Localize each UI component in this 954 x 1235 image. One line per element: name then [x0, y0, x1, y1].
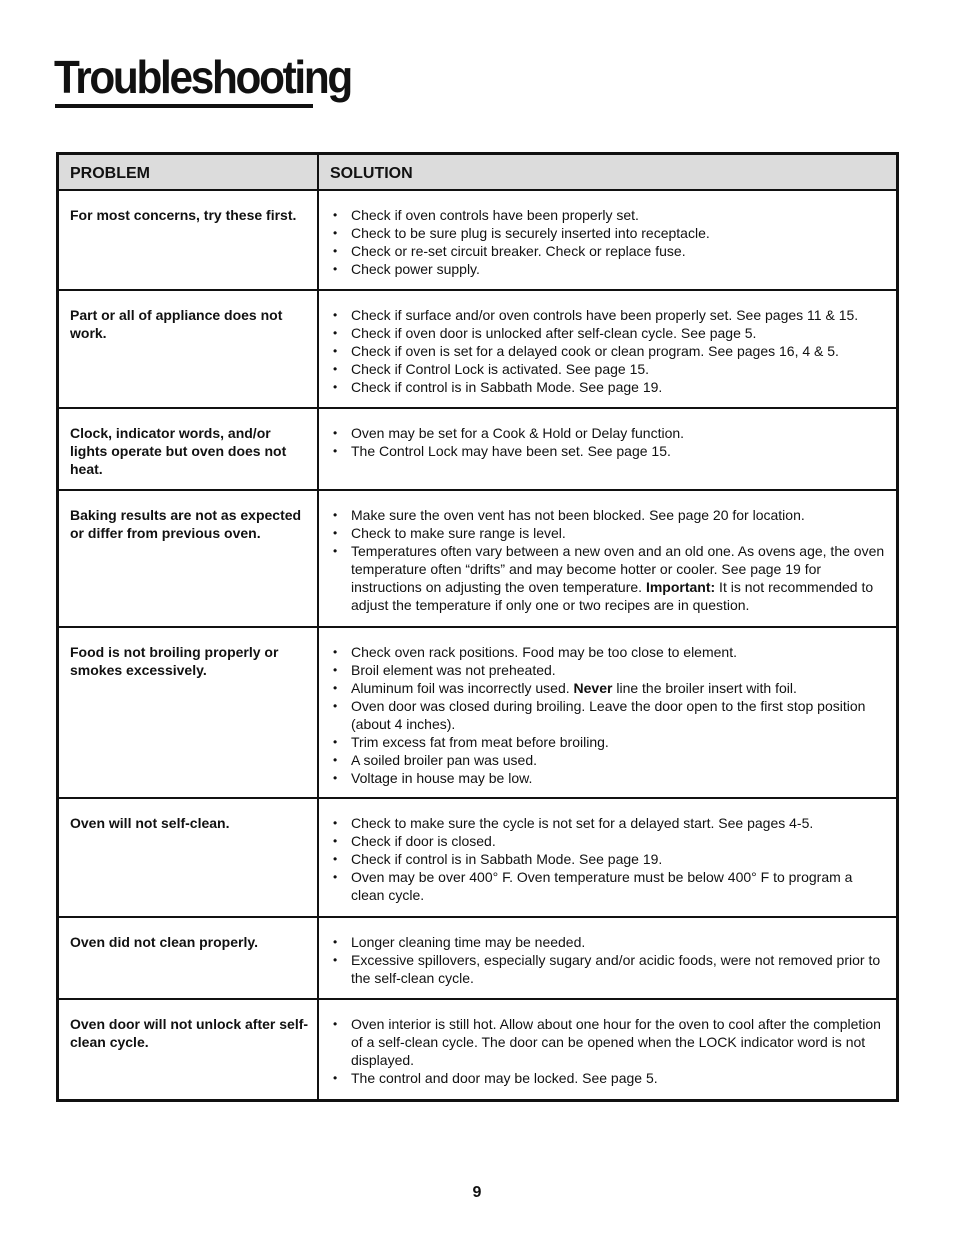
problem-cell: Oven door will not unlock after self-clean cycle.	[59, 1000, 319, 1099]
solution-item: • Check if control is in Sabbath Mode. See page 19.	[331, 378, 888, 396]
solution-item: • Check if surface and/or oven controls have been properly set. See pages 11 & 15.	[331, 306, 888, 324]
solution-list	[331, 933, 888, 987]
table-row	[59, 191, 896, 291]
solution-item: • Check if oven controls have been properly set.	[331, 206, 888, 224]
solution-item: • Check to make sure the cycle is not set for a delayed start. See pages 4-5.	[331, 814, 888, 832]
solution-item: • Excessive spillovers, especially sugary and/or acidic foods, were not removed prior to the self-clean cycle.	[331, 951, 888, 987]
problem-cell: Part or all of appliance does not work.	[59, 291, 319, 407]
solution-list	[331, 814, 888, 904]
solution-item: • Check if oven door is unlocked after self-clean cycle. See page 5.	[331, 324, 888, 342]
solution-item: • Check if door is closed.	[331, 832, 888, 850]
solution-cell	[319, 291, 896, 407]
problem-cell: Clock, indicator words, and/or lights operate but oven does not heat.	[59, 409, 319, 489]
solution-item: • Check if Control Lock is activated. See page 15.	[331, 360, 888, 378]
title-underline	[55, 104, 313, 108]
problem-cell: Oven will not self-clean.	[59, 799, 319, 916]
solution-cell	[319, 799, 896, 916]
solution-cell	[319, 409, 896, 489]
solution-item: • Oven door was closed during broiling. Leave the door open to the first stop position (about 4 inches).	[331, 697, 888, 733]
solution-list	[331, 424, 888, 460]
solution-item: • Broil element was not preheated.	[331, 661, 888, 679]
table-row	[59, 409, 896, 491]
solution-list	[331, 643, 888, 787]
header-solution: SOLUTION	[330, 165, 413, 182]
table-header	[59, 155, 896, 191]
solution-item: • Check if oven is set for a delayed cook or clean program. See pages 16, 4 & 5.	[331, 342, 888, 360]
emphasis-text: Never	[573, 680, 613, 696]
solution-item: • Check power supply.	[331, 260, 888, 278]
solution-item: • Check or re-set circuit breaker. Check or replace fuse.	[331, 242, 888, 260]
solution-list	[331, 1015, 888, 1087]
solution-item: • Temperatures often vary between a new oven and an old one. As ovens age, the oven temperature often “drifts” and may become hotter or cooler. See page 19 for instructions on adjusting the oven temperature. Important: It is not recommended to adjust the temperature if only one or two recipes are in question.	[331, 542, 888, 614]
solution-cell	[319, 628, 896, 797]
solution-item: • Aluminum foil was incorrectly used. Never line the broiler insert with foil.	[331, 679, 888, 697]
solution-list	[331, 506, 888, 614]
page-number: 9	[472, 1184, 482, 1201]
solution-item: • Check if control is in Sabbath Mode. See page 19.	[331, 850, 888, 868]
solution-item: • Voltage in house may be low.	[331, 769, 888, 787]
header-problem: PROBLEM	[59, 155, 319, 189]
solution-cell	[319, 191, 896, 289]
solution-item: • The Control Lock may have been set. See page 15.	[331, 442, 888, 460]
solution-item: • The control and door may be locked. See page 5.	[331, 1069, 888, 1087]
page-title: Troubleshooting	[54, 51, 351, 103]
table-row	[59, 628, 896, 799]
solution-item: • Trim excess fat from meat before broiling.	[331, 733, 888, 751]
problem-cell: Food is not broiling properly or smokes excessively.	[59, 628, 319, 797]
solution-item: • A soiled broiler pan was used.	[331, 751, 888, 769]
solution-item: • Oven may be over 400° F. Oven temperature must be below 400° F to program a clean cycle.	[331, 868, 888, 904]
solution-cell	[319, 918, 896, 998]
solution-item: • Oven interior is still hot. Allow about one hour for the oven to cool after the completion of a self-clean cycle. The door can be opened when the LOCK indicator word is not displayed.	[331, 1015, 888, 1069]
solution-item: • Make sure the oven vent has not been blocked. See page 20 for location.	[331, 506, 888, 524]
solution-item: • Check to make sure range is level.	[331, 524, 888, 542]
solution-item: • Check to be sure plug is securely inserted into receptacle.	[331, 224, 888, 242]
solution-cell	[319, 1000, 896, 1099]
solution-list	[331, 306, 888, 396]
problem-cell: Baking results are not as expected or differ from previous oven.	[59, 491, 319, 626]
troubleshooting-table	[56, 152, 899, 1102]
table-row	[59, 291, 896, 409]
solution-list	[331, 206, 888, 278]
table-row	[59, 1000, 896, 1099]
table-row	[59, 799, 896, 918]
table-row	[59, 918, 896, 1000]
solution-item: • Check oven rack positions. Food may be too close to element.	[331, 643, 888, 661]
problem-cell: Oven did not clean properly.	[59, 918, 319, 998]
problem-cell: For most concerns, try these first.	[59, 191, 319, 289]
solution-cell	[319, 491, 896, 626]
emphasis-text: Important:	[645, 579, 716, 595]
table-row	[59, 491, 896, 628]
solution-item: • Oven may be set for a Cook & Hold or Delay function.	[331, 424, 888, 442]
solution-item: • Longer cleaning time may be needed.	[331, 933, 888, 951]
